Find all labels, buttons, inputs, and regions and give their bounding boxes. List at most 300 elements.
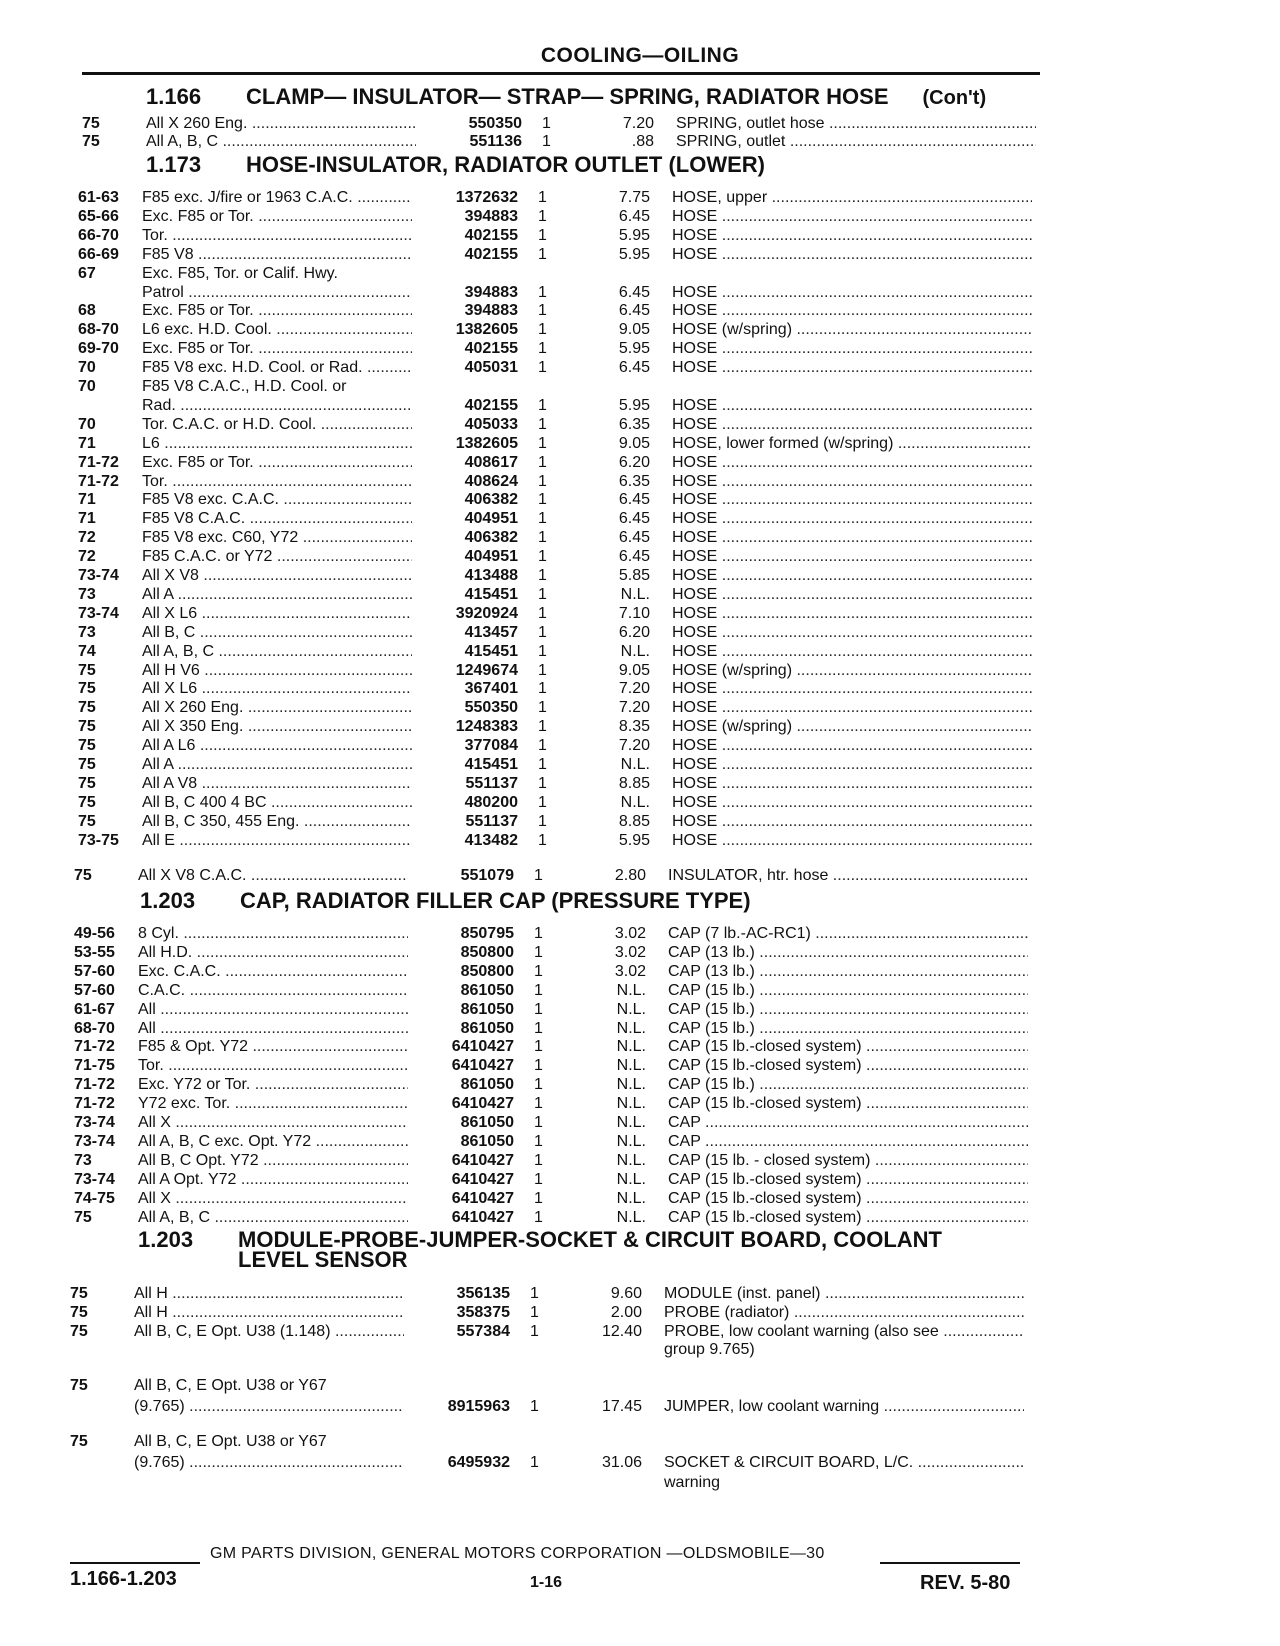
row-quantity: 1 <box>538 585 547 603</box>
row-price: N.L. <box>616 1170 646 1188</box>
row-part-number: 557384 <box>456 1323 510 1340</box>
row-description: HOSE ..... <box>672 301 1032 320</box>
row-quantity: 1 <box>538 359 547 377</box>
row-quantity: 1 <box>542 133 551 150</box>
row-application: F85 V8 exc. C60, Y72 ..... <box>142 528 412 547</box>
row-application: All X V8 ..... <box>142 566 412 585</box>
row-year: 49-56 <box>74 925 115 942</box>
row-price: 6.45 <box>618 207 650 225</box>
row-description: INSULATOR, htr. hose ..... <box>668 866 1028 885</box>
row-application: All B, C ..... <box>142 623 412 642</box>
header-rule <box>82 72 1040 75</box>
table-row <box>0 1473 1280 1492</box>
row-application: All X ..... <box>138 1189 408 1208</box>
row-price: 6.20 <box>618 453 650 471</box>
row-part-number: 550350 <box>464 699 518 717</box>
row-year: 71 <box>78 434 96 452</box>
row-quantity: 1 <box>538 812 547 830</box>
row-price: 5.95 <box>618 340 650 358</box>
row-description: CAP ..... <box>668 1132 1028 1151</box>
row-part-number: 356135 <box>456 1285 510 1302</box>
row-part-number: 404951 <box>464 510 518 528</box>
row-price: 6.45 <box>618 529 650 547</box>
row-quantity: 1 <box>538 699 547 717</box>
row-quantity: 1 <box>534 1057 543 1075</box>
footer-group-range: 1.166-1.203 <box>70 1568 177 1590</box>
row-description: HOSE ..... <box>672 566 1032 585</box>
row-quantity: 1 <box>538 756 547 773</box>
row-part-number: 1382605 <box>455 321 518 339</box>
row-year: 73-74 <box>74 1132 115 1150</box>
row-description: HOSE ..... <box>672 623 1032 642</box>
section-title: CAP, RADIATOR FILLER CAP (PRESSURE TYPE) <box>240 888 751 913</box>
row-application: F85 V8 C.A.C. ..... <box>142 509 412 528</box>
row-price: N.L. <box>616 1114 646 1131</box>
table-row <box>0 1037 1280 1056</box>
row-quantity: 1 <box>534 981 543 999</box>
table-row <box>0 1132 1280 1151</box>
row-price: N.L. <box>616 1038 646 1056</box>
row-part-number: 402155 <box>464 340 518 358</box>
table-row <box>0 698 1280 717</box>
row-part-number: 480200 <box>464 793 518 811</box>
row-price: N.L. <box>620 793 650 811</box>
row-year: 73 <box>74 1151 92 1169</box>
row-application: All A, B, C exc. Opt. Y72 ..... <box>138 1132 408 1151</box>
row-quantity: 1 <box>534 1114 543 1131</box>
table-row <box>0 1322 1280 1341</box>
row-quantity: 1 <box>534 1076 543 1094</box>
row-application: All A, B, C ..... <box>142 642 412 661</box>
row-price: 6.45 <box>618 491 650 509</box>
continued-note: (Con't) <box>922 87 987 109</box>
row-year: 75 <box>82 115 100 132</box>
row-description: CAP (15 lb.-closed system) ..... <box>668 1037 1028 1056</box>
row-quantity: 1 <box>534 1019 543 1037</box>
row-price: 6.45 <box>618 510 650 528</box>
table-row <box>0 1056 1280 1075</box>
row-quantity: 1 <box>530 1304 539 1321</box>
row-quantity: 1 <box>530 1323 539 1340</box>
row-description: HOSE ..... <box>672 774 1032 793</box>
table-row <box>0 774 1280 793</box>
row-part-number: 861050 <box>460 1019 514 1037</box>
row-price: 6.20 <box>618 623 650 641</box>
row-description: HOSE ..... <box>672 604 1032 623</box>
row-part-number: 405031 <box>464 359 518 377</box>
row-quantity: 1 <box>538 567 547 584</box>
row-price: N.L. <box>616 1208 646 1226</box>
row-quantity: 1 <box>534 1189 543 1207</box>
row-description: CAP (15 lb.) ..... <box>668 981 1028 1000</box>
row-year: 71-72 <box>78 453 119 471</box>
row-application: 8 Cyl. ..... <box>138 924 408 943</box>
row-year: 75 <box>78 718 96 736</box>
row-part-number: 358375 <box>456 1304 510 1321</box>
section-heading-1173 <box>146 152 765 178</box>
row-part-number: 6410427 <box>451 1057 514 1075</box>
table-row <box>0 1453 1280 1472</box>
row-year: 66-70 <box>78 226 119 244</box>
row-part-number: 861050 <box>460 1114 514 1131</box>
table-row <box>0 377 1280 396</box>
row-application: Tor. ..... <box>142 472 412 491</box>
row-part-number: 1382605 <box>455 434 518 452</box>
row-year: 75 <box>78 661 96 679</box>
row-application: All X V8 C.A.C. ..... <box>138 866 408 885</box>
table-row <box>0 320 1280 339</box>
row-application: All H.D. ..... <box>138 943 408 962</box>
row-application: All B, C 400 4 BC ..... <box>142 793 412 812</box>
row-application: All E ..... <box>142 831 412 850</box>
row-price: 5.85 <box>618 567 650 584</box>
row-description: HOSE ..... <box>672 207 1032 226</box>
row-quantity: 1 <box>534 1038 543 1056</box>
footer-rule-right <box>880 1562 1020 1564</box>
row-part-number: 408617 <box>464 453 518 471</box>
row-description: HOSE ..... <box>672 490 1032 509</box>
table-row <box>0 547 1280 566</box>
row-year: 71 <box>78 491 96 509</box>
row-application: All X L6 ..... <box>142 679 412 698</box>
row-quantity: 1 <box>534 1000 543 1018</box>
row-quantity: 1 <box>538 396 547 414</box>
row-price: 3.02 <box>614 943 646 961</box>
row-price: N.L. <box>616 1132 646 1150</box>
row-application: L6 exc. H.D. Cool. ..... <box>142 320 412 339</box>
row-price: 8.85 <box>618 812 650 830</box>
table-row <box>0 188 1280 207</box>
row-description: HOSE ..... <box>672 812 1032 831</box>
row-year: 57-60 <box>74 962 115 980</box>
row-quantity: 1 <box>538 529 547 547</box>
table-row <box>0 472 1280 491</box>
table-row <box>0 490 1280 509</box>
table-row <box>0 1340 1280 1359</box>
row-price: N.L. <box>620 756 650 773</box>
row-quantity: 1 <box>534 943 543 961</box>
row-application: (9.765) ..... <box>134 1397 404 1416</box>
row-quantity: 1 <box>538 661 547 679</box>
row-application: All B, C, E Opt. U38 or Y67 <box>134 1433 327 1450</box>
row-description: HOSE ..... <box>672 679 1032 698</box>
row-description: HOSE ..... <box>672 283 1032 302</box>
row-price: 17.45 <box>601 1398 642 1415</box>
table-row <box>0 793 1280 812</box>
row-application: All A V8 ..... <box>142 774 412 793</box>
row-part-number: 850800 <box>460 943 514 961</box>
row-year: 74-75 <box>74 1189 115 1207</box>
row-application: Exc. Y72 or Tor. ..... <box>138 1075 408 1094</box>
row-part-number: 551137 <box>465 812 518 830</box>
row-application: All X L6 ..... <box>142 604 412 623</box>
row-price: 9.05 <box>618 434 650 452</box>
row-application: Y72 exc. Tor. ..... <box>138 1094 408 1113</box>
row-year: 75 <box>78 812 96 830</box>
row-application: L6 ..... <box>142 434 412 453</box>
row-year: 75 <box>78 793 96 811</box>
row-description: HOSE ..... <box>672 453 1032 472</box>
page-title: COOLING—OILING <box>540 44 740 67</box>
row-part-number: 6410427 <box>451 1170 514 1188</box>
row-year: 75 <box>78 737 96 755</box>
row-year: 73-74 <box>74 1114 115 1131</box>
row-part-number: 1249674 <box>455 661 518 679</box>
row-year: 61-67 <box>74 1000 115 1018</box>
row-part-number: 6410427 <box>451 1038 514 1056</box>
row-quantity: 1 <box>530 1285 539 1302</box>
row-year: 70 <box>78 378 96 395</box>
table-row <box>0 396 1280 415</box>
table-row <box>0 1284 1280 1303</box>
row-part-number: 551079 <box>460 867 514 884</box>
row-description: CAP (7 lb.-AC-RC1) ..... <box>668 924 1028 943</box>
row-year: 70 <box>78 359 96 377</box>
row-quantity: 1 <box>538 453 547 471</box>
row-part-number: 861050 <box>460 1000 514 1018</box>
row-part-number: 402155 <box>464 396 518 414</box>
row-price: N.L. <box>616 1151 646 1169</box>
row-description: CAP (15 lb.-closed system) ..... <box>668 1189 1028 1208</box>
row-part-number: 405033 <box>464 415 518 433</box>
row-price: 3.02 <box>614 962 646 980</box>
footer-page-number: 1-16 <box>530 1574 563 1591</box>
row-year: 66-69 <box>78 245 119 263</box>
row-year: 69-70 <box>78 340 119 358</box>
row-description: CAP (15 lb.) ..... <box>668 1000 1028 1019</box>
row-application: C.A.C. ..... <box>138 981 408 1000</box>
section-number: 1.203 <box>138 1227 194 1252</box>
row-year: 75 <box>70 1323 88 1340</box>
row-part-number: 6410427 <box>451 1208 514 1226</box>
table-row <box>0 1019 1280 1038</box>
row-year: 71 <box>78 510 96 528</box>
row-description: SOCKET & CIRCUIT BOARD, L/C. ..... <box>664 1453 1024 1472</box>
row-application: F85 V8 exc. C.A.C. ..... <box>142 490 412 509</box>
row-price: 9.05 <box>618 321 650 339</box>
section-heading-1203-cap <box>140 888 751 914</box>
row-description: HOSE ..... <box>672 793 1032 812</box>
row-year: 75 <box>78 756 96 773</box>
table-row <box>0 717 1280 736</box>
table-row <box>0 207 1280 226</box>
row-year: 73-74 <box>78 567 119 584</box>
table-row <box>0 1000 1280 1019</box>
row-part-number: 8915963 <box>447 1398 510 1415</box>
row-quantity: 1 <box>530 1398 539 1415</box>
row-price: 7.75 <box>618 189 650 206</box>
table-row <box>0 604 1280 623</box>
row-price: 6.45 <box>618 302 650 320</box>
row-year: 73-75 <box>78 831 119 849</box>
table-row <box>0 585 1280 604</box>
row-application: All X 350 Eng. ..... <box>142 717 412 736</box>
row-quantity: 1 <box>534 1132 543 1150</box>
table-row <box>0 245 1280 264</box>
row-quantity: 1 <box>538 245 547 263</box>
row-part-number: 413482 <box>464 831 518 849</box>
row-application: All B, C, E Opt. U38 (1.148) ..... <box>134 1322 404 1341</box>
row-quantity: 1 <box>538 340 547 358</box>
table-row <box>0 943 1280 962</box>
row-part-number: 394883 <box>464 283 518 301</box>
row-application: All X 260 Eng. ..... <box>142 698 412 717</box>
row-part-number: 415451 <box>464 642 518 660</box>
row-price: 7.20 <box>618 680 650 698</box>
row-quantity: 1 <box>534 1151 543 1169</box>
row-application: (9.765) ..... <box>134 1453 404 1472</box>
row-price: N.L. <box>616 981 646 999</box>
row-quantity: 1 <box>538 642 547 660</box>
row-year: 61-63 <box>78 189 119 206</box>
row-description: HOSE ..... <box>672 528 1032 547</box>
row-quantity: 1 <box>538 321 547 339</box>
row-year: 72 <box>78 548 96 566</box>
row-price: 7.20 <box>622 115 654 132</box>
section-heading-1166 <box>146 84 986 110</box>
row-year: 75 <box>74 867 92 884</box>
table-row <box>0 566 1280 585</box>
row-part-number: 402155 <box>464 245 518 263</box>
table-row <box>0 1208 1280 1227</box>
table-row <box>0 1094 1280 1113</box>
row-quantity: 1 <box>538 548 547 566</box>
table-row <box>0 924 1280 943</box>
table-row <box>0 301 1280 320</box>
section-number: 1.173 <box>146 152 202 177</box>
row-price: 5.95 <box>618 245 650 263</box>
row-description: HOSE, upper ..... <box>672 188 1032 207</box>
row-quantity: 1 <box>538 718 547 736</box>
row-year: 71-72 <box>74 1038 115 1056</box>
row-year: 53-55 <box>74 943 115 961</box>
row-part-number: 413488 <box>464 567 518 584</box>
row-part-number: 394883 <box>464 207 518 225</box>
row-description: CAP (15 lb.-closed system) ..... <box>668 1056 1028 1075</box>
section-title: HOSE-INSULATOR, RADIATOR OUTLET (LOWER) <box>246 152 766 177</box>
row-description: CAP (13 lb.) ..... <box>668 943 1028 962</box>
table-row <box>0 661 1280 680</box>
row-price: 9.60 <box>610 1285 642 1302</box>
row-description: HOSE ..... <box>672 245 1032 264</box>
row-quantity: 1 <box>538 226 547 244</box>
row-description: group 9.765) <box>664 1341 755 1358</box>
row-price: N.L. <box>616 1000 646 1018</box>
section-title-line2: LEVEL SENSOR <box>238 1247 408 1272</box>
row-price: 9.05 <box>618 661 650 679</box>
table-row <box>0 226 1280 245</box>
table-row <box>0 1151 1280 1170</box>
row-quantity: 1 <box>538 283 547 301</box>
row-description: HOSE ..... <box>672 547 1032 566</box>
table-row <box>0 981 1280 1000</box>
table-row <box>0 1397 1280 1416</box>
row-price: 8.85 <box>618 774 650 792</box>
row-description: PROBE (radiator) ..... <box>664 1303 1024 1322</box>
row-year: 73 <box>78 585 96 603</box>
table-row <box>0 453 1280 472</box>
row-part-number: 551136 <box>469 133 522 150</box>
table-row <box>0 679 1280 698</box>
row-part-number: 413457 <box>464 623 518 641</box>
row-description: HOSE ..... <box>672 755 1032 774</box>
row-description: CAP (13 lb.) ..... <box>668 962 1028 981</box>
row-year: 75 <box>78 774 96 792</box>
table-row <box>0 642 1280 661</box>
table-row <box>0 528 1280 547</box>
row-application: F85 exc. J/fire or 1963 C.A.C. ..... <box>142 188 412 207</box>
row-description: SPRING, outlet hose ..... <box>676 114 1036 133</box>
row-part-number: 6410427 <box>451 1095 514 1113</box>
section-number: 1.166 <box>146 84 202 109</box>
table-row <box>0 1189 1280 1208</box>
row-price: 6.45 <box>618 283 650 301</box>
table-row <box>0 132 1280 151</box>
row-description: HOSE ..... <box>672 358 1032 377</box>
row-price: 6.45 <box>618 359 650 377</box>
row-application: All B, C Opt. Y72 ..... <box>138 1151 408 1170</box>
row-price: 6.35 <box>618 472 650 490</box>
row-year: 71-75 <box>74 1057 115 1075</box>
table-row <box>0 866 1280 885</box>
row-quantity: 1 <box>538 491 547 509</box>
row-description: HOSE ..... <box>672 831 1032 850</box>
row-description: HOSE ..... <box>672 339 1032 358</box>
row-quantity: 1 <box>538 472 547 490</box>
row-price: 2.00 <box>610 1304 642 1321</box>
row-application: F85 V8 C.A.C., H.D. Cool. or <box>142 378 347 395</box>
row-application: All X 260 Eng. ..... <box>146 114 416 133</box>
footer-rule-left <box>70 1562 200 1564</box>
row-application: All A, B, C ..... <box>138 1208 408 1227</box>
row-price: 12.40 <box>601 1323 642 1340</box>
row-application: Exc. F85 or Tor. ..... <box>142 339 412 358</box>
row-quantity: 1 <box>538 604 547 622</box>
row-application: Exc. F85 or Tor. ..... <box>142 207 412 226</box>
row-price: N.L. <box>616 1189 646 1207</box>
table-row <box>0 755 1280 774</box>
row-application: F85 V8 exc. H.D. Cool. or Rad. ..... <box>142 358 412 377</box>
row-price: 31.06 <box>601 1454 642 1471</box>
row-part-number: 861050 <box>460 1076 514 1094</box>
row-part-number: 3920924 <box>455 604 518 622</box>
row-year: 75 <box>82 133 100 150</box>
row-quantity: 1 <box>542 115 551 132</box>
row-year: 75 <box>70 1377 88 1394</box>
table-row <box>0 1376 1280 1395</box>
row-part-number: 367401 <box>464 680 518 698</box>
row-price: 8.35 <box>618 718 650 736</box>
row-quantity: 1 <box>534 1170 543 1188</box>
row-quantity: 1 <box>538 189 547 206</box>
row-description: JUMPER, low coolant warning ..... <box>664 1397 1024 1416</box>
row-part-number: 406382 <box>464 491 518 509</box>
row-year: 75 <box>78 680 96 698</box>
row-year: 65-66 <box>78 207 119 225</box>
row-application: All ..... <box>138 1000 408 1019</box>
table-row <box>0 623 1280 642</box>
table-row <box>0 1303 1280 1322</box>
row-description: HOSE ..... <box>672 396 1032 415</box>
row-year: 57-60 <box>74 981 115 999</box>
table-row <box>0 114 1280 133</box>
row-year: 71-72 <box>78 472 119 490</box>
row-year: 70 <box>78 415 96 433</box>
row-year: 68 <box>78 302 96 320</box>
row-year: 74 <box>78 642 96 660</box>
row-application: Tor. ..... <box>138 1056 408 1075</box>
row-application: All B, C, E Opt. U38 or Y67 <box>134 1377 327 1394</box>
